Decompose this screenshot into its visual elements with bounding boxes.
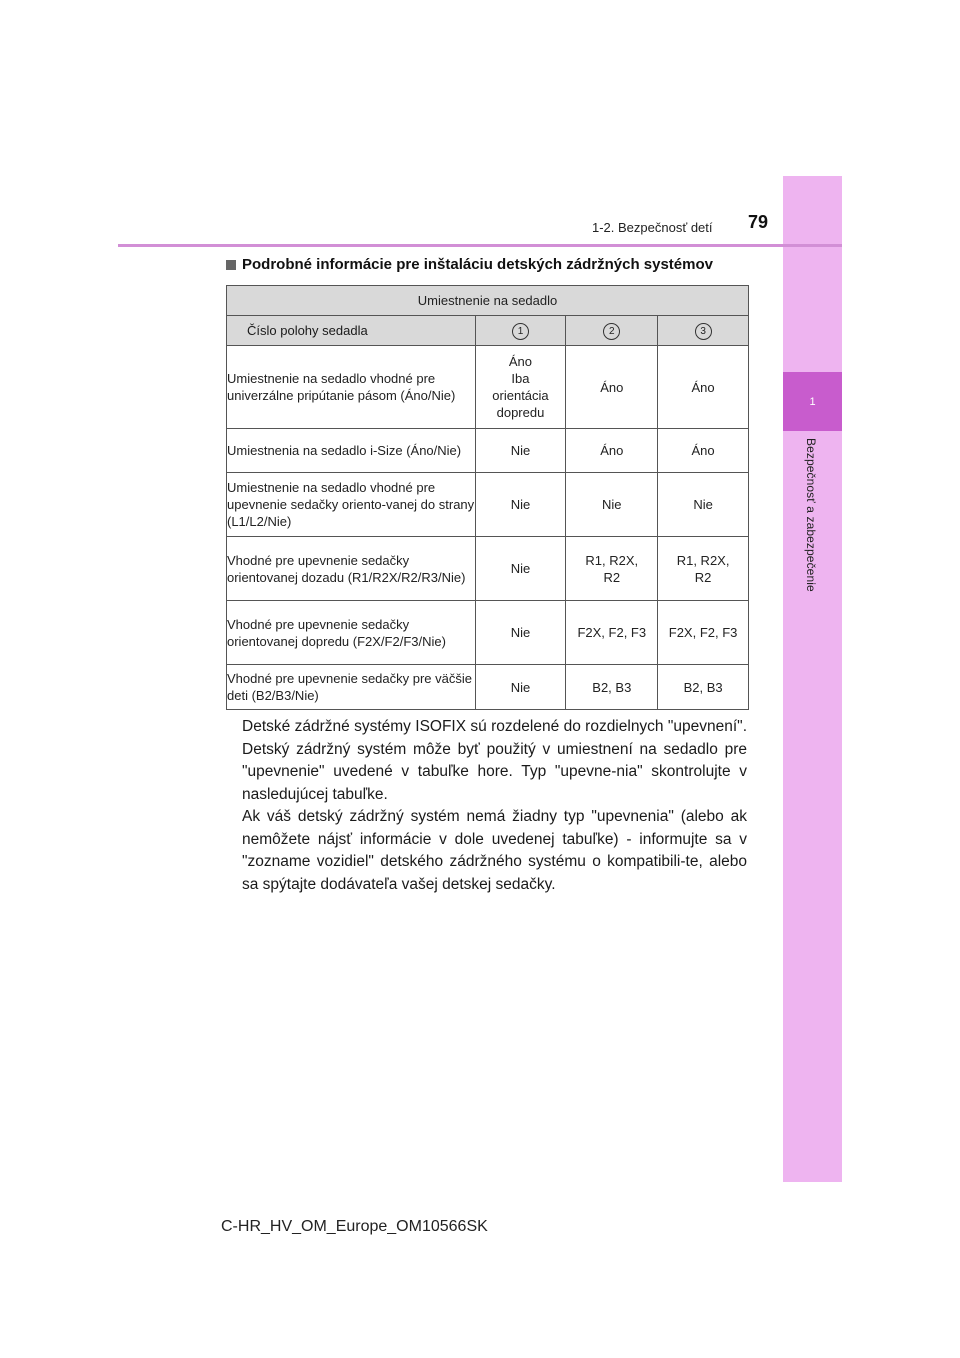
document-footer: C-HR_HV_OM_Europe_OM10566SK <box>221 1218 488 1235</box>
circled-number-2: 2 <box>603 323 620 340</box>
row-value: F2X, F2, F3 <box>658 601 749 665</box>
row-value: F2X, F2, F3 <box>566 601 658 665</box>
bullet-square-icon <box>226 260 236 270</box>
section-heading-text: Podrobné informácie pre inštaláciu detských zádržných systémov <box>242 256 713 273</box>
row-label: Vhodné pre upevnenie sedačky orientovanej dopredu (F2X/F2/F3/Nie) <box>227 601 476 665</box>
row-label: Vhodné pre upevnenie sedačky pre väčšie deti (B2/B3/Nie) <box>227 665 476 710</box>
header-rule <box>118 244 842 247</box>
row-value: Áno <box>566 346 658 429</box>
row-value: Nie <box>658 473 749 537</box>
row-value: B2, B3 <box>566 665 658 710</box>
section-heading <box>226 256 713 273</box>
row-value: Nie <box>566 473 658 537</box>
body-paragraph: Ak váš detský zádržný systém nemá žiadny typ "upevnenia" (alebo ak nemôžete nájsť informácie v dole uvedenej tabuľke) - informujte sa v "zozname vozidiel" detského zádržného systému o kompatibili-te, alebo sa spýtajte dodávateľa vašej detskej sedačky. <box>242 808 747 893</box>
row-value: Nie <box>475 601 566 665</box>
chapter-side-tab <box>783 176 842 1182</box>
position-1 <box>475 316 566 346</box>
table-row <box>227 346 749 429</box>
row-label: Vhodné pre upevnenie sedačky orientovanej dozadu (R1/R2X/R2/R3/Nie) <box>227 537 476 601</box>
row-value: Nie <box>475 537 566 601</box>
row-value: Nie <box>475 473 566 537</box>
circled-number-3: 3 <box>695 323 712 340</box>
row-label: Umiestnenia na sedadlo i-Size (Áno/Nie) <box>227 429 476 473</box>
table-header: Umiestnenie na sedadlo <box>227 286 749 316</box>
row-value: Áno Iba orientácia dopredu <box>475 346 566 429</box>
position-number-row <box>227 316 749 346</box>
running-header: 1-2. Bezpečnosť detí <box>592 220 713 235</box>
table-row <box>227 601 749 665</box>
row-value: Nie <box>475 429 566 473</box>
row-value: Áno <box>566 429 658 473</box>
table-row <box>227 665 749 710</box>
row-value: Nie <box>475 665 566 710</box>
row-label: Umiestnenie na sedadlo vhodné pre univerzálne pripútanie pásom (Áno/Nie) <box>227 346 476 429</box>
table-row <box>227 473 749 537</box>
position-2 <box>566 316 658 346</box>
chapter-number-tab: 1 <box>783 372 842 431</box>
body-text <box>242 716 747 896</box>
chapter-label-text: Bezpečnosť a zabezpečenie <box>804 438 818 592</box>
table-header-row <box>227 286 749 316</box>
table-row <box>227 537 749 601</box>
page-number: 79 <box>748 212 769 232</box>
row-value: Áno <box>658 429 749 473</box>
body-paragraph: Detské zádržné systémy ISOFIX sú rozdelené do rozdielnych "upevnení". Detský zádržný systém môže byť použitý v umiestnení na sedadlo pre "upevnenie" uvedené v tabuľke hore. Typ "upevne-nia" skontrolujte v nasledujúcej tabuľke. <box>242 718 747 803</box>
row-value: R1, R2X, R2 <box>566 537 658 601</box>
position-3 <box>658 316 749 346</box>
row-value: B2, B3 <box>658 665 749 710</box>
row-label: Umiestnenie na sedadlo vhodné pre upevnenie sedačky oriento-vanej do strany (L1/L2/Nie) <box>227 473 476 537</box>
row-value: Áno <box>658 346 749 429</box>
table-row <box>227 429 749 473</box>
circled-number-1: 1 <box>512 323 529 340</box>
position-label: Číslo polohy sedadla <box>227 316 476 346</box>
seat-installation-table <box>226 285 749 710</box>
row-value: R1, R2X, R2 <box>658 537 749 601</box>
